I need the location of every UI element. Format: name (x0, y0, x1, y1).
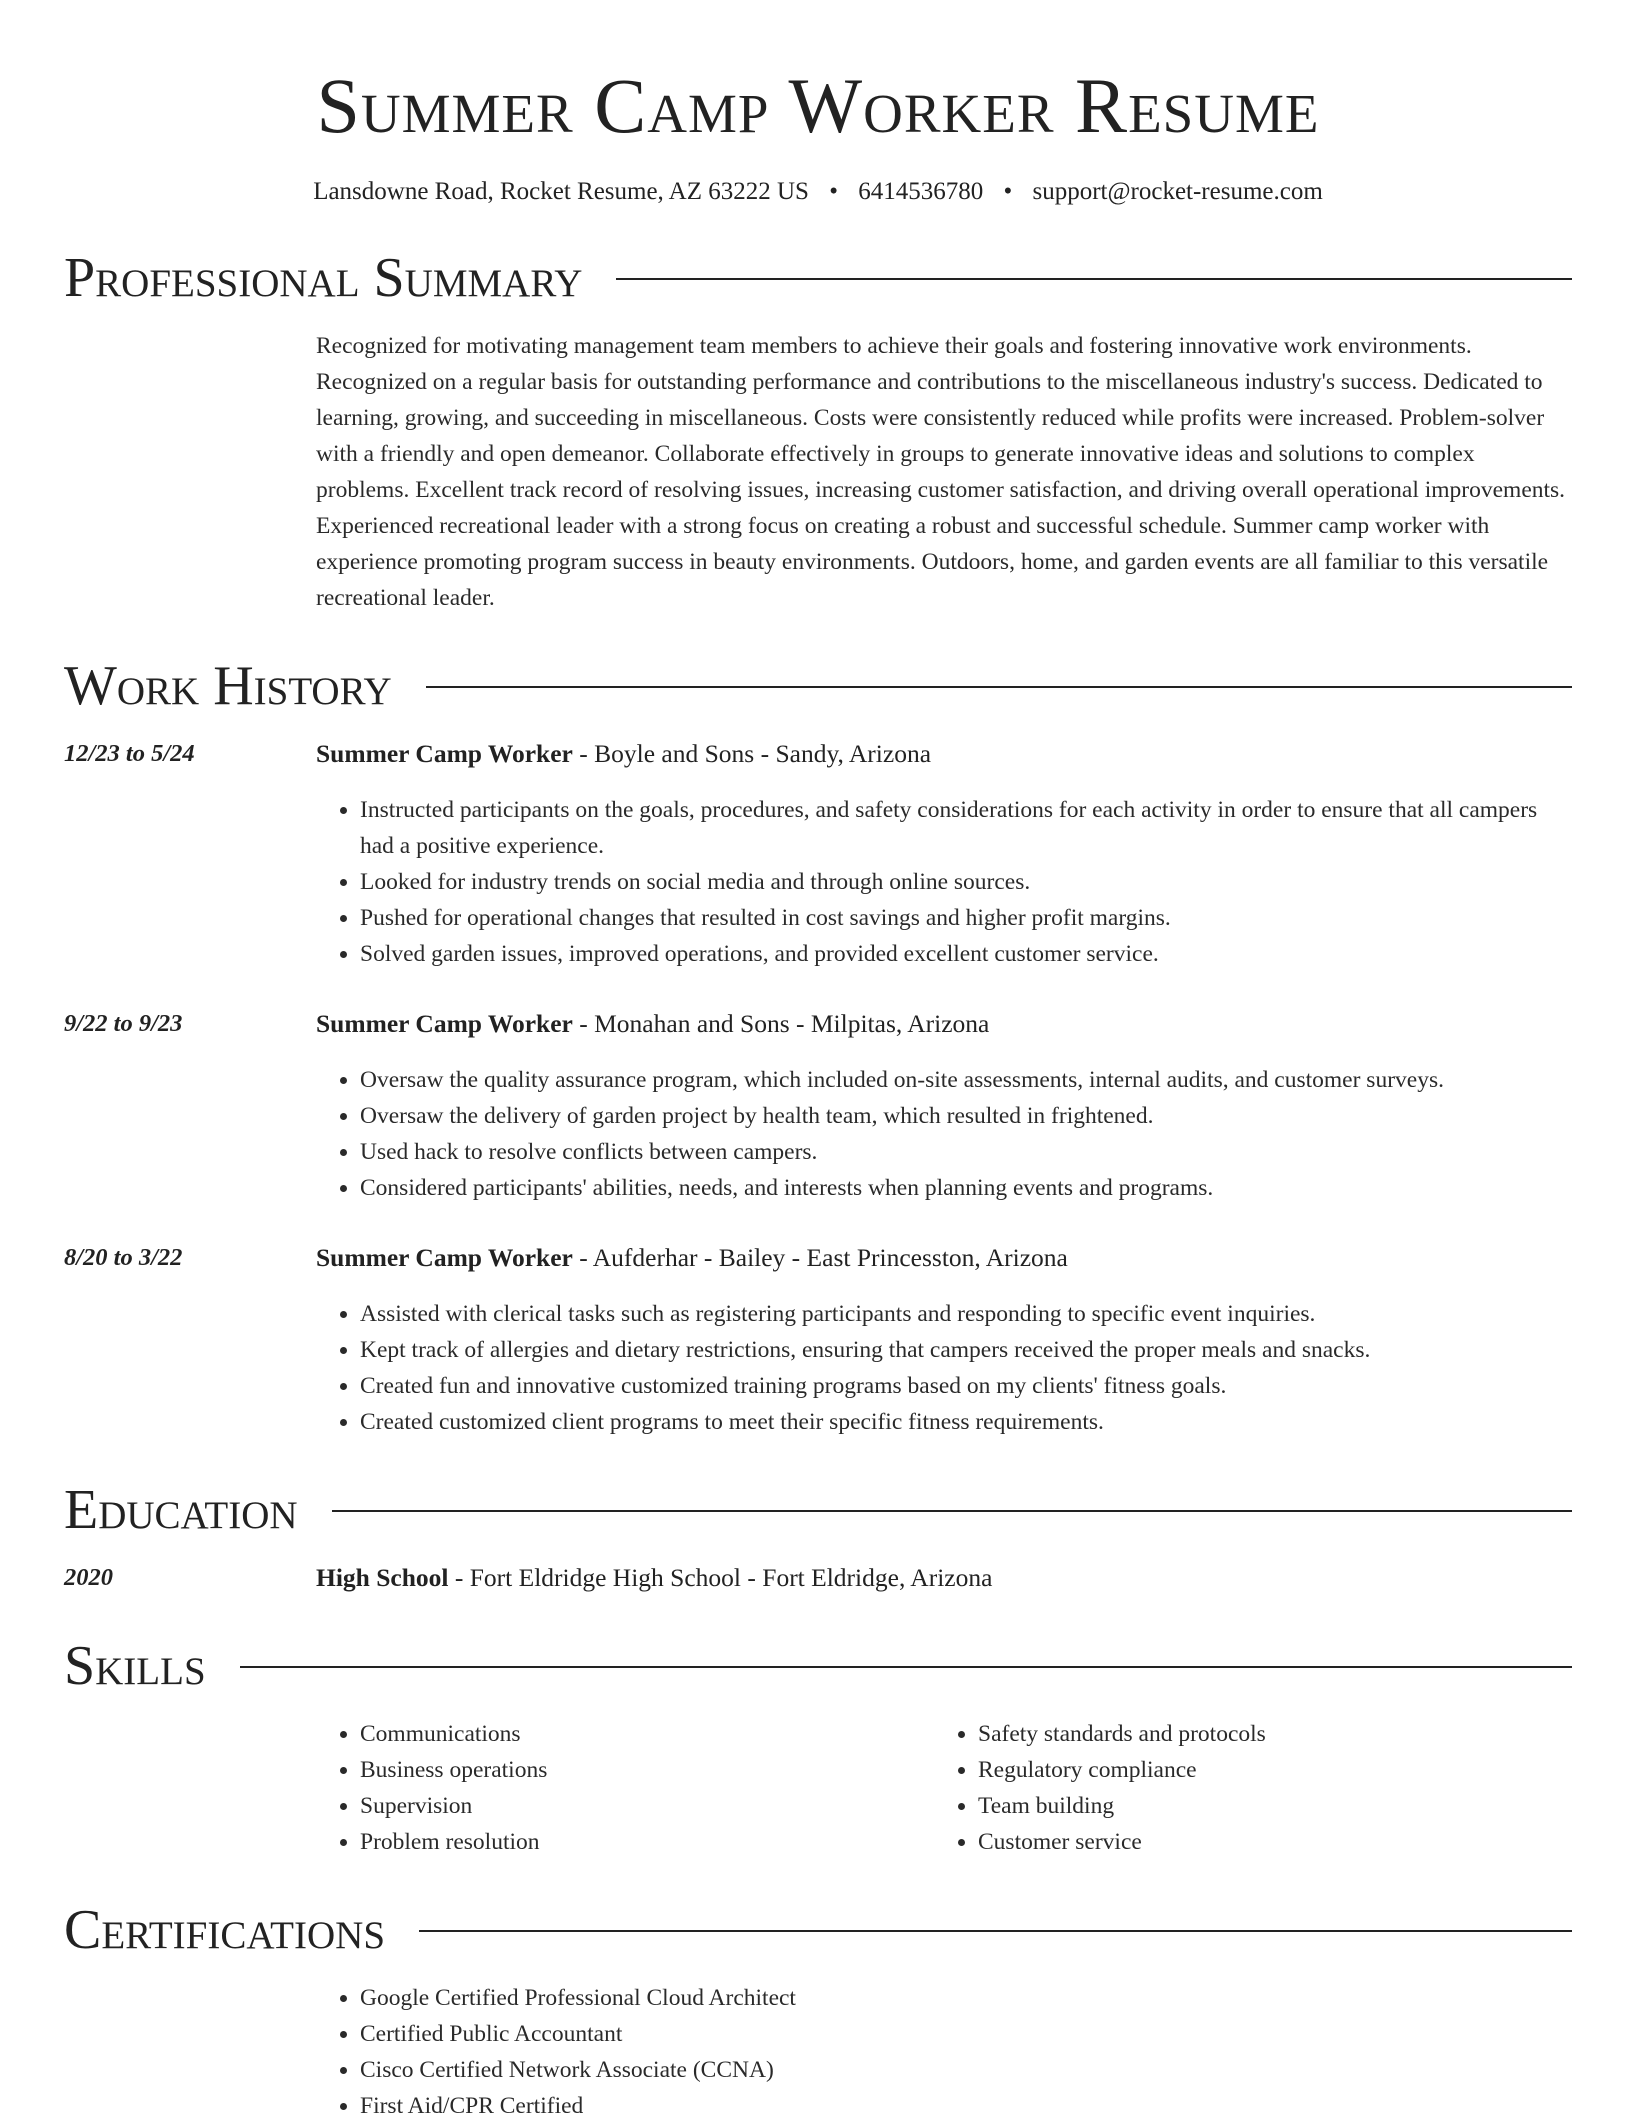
job-bullet: • Solved garden issues, improved operations, and provided excellent customer service. (360, 936, 1572, 972)
education-year: 2020 (64, 1564, 113, 1591)
job-bullet: • Created fun and innovative customized training programs based on my clients' fitness goals. (360, 1368, 1572, 1404)
skill-item: • Team building (978, 1788, 1552, 1824)
skill-item: • Communications (360, 1716, 934, 1752)
job-bullet: • Created customized client programs to meet their specific fitness requirements. (360, 1404, 1572, 1440)
job-employer: - Aufderhar - Bailey - East Princesston, Arizona (572, 1243, 1068, 1272)
skills-section-header (64, 1632, 1572, 1700)
job-bullets (316, 1296, 1572, 1440)
job-bullet: • Used hack to resolve conflicts between campers. (360, 1134, 1572, 1170)
skill-item: • Regulatory compliance (978, 1752, 1552, 1788)
job-title-line (316, 736, 1572, 772)
skill-item: • Safety standards and protocols (978, 1716, 1552, 1752)
contact-line (64, 176, 1572, 208)
job-title: Summer Camp Worker (316, 1243, 573, 1272)
job-bullet: • Pushed for operational changes that resulted in cost savings and higher profit margins. (360, 900, 1572, 936)
summary-text: Recognized for motivating management team members to achieve their goals and fostering innovative work environments. Recognized on a regular basis for outstanding performance and contributions to the miscellaneous industry's success. Dedicated to learning, growing, and succeeding in miscellaneous. Costs were consistently reduced while profits were increased. Problem-solver with a friendly and open demeanor. Collaborate effectively in groups to generate innovative ideas and solutions to complex problems. Excellent track record of resolving issues, increasing customer satisfaction, and driving overall operational improvements. Experienced recreational leader with a strong focus on creating a robust and successful schedule. Summer camp worker with experience promoting program success in beauty environments. Outdoors, home, and garden events are all familiar to this versatile recreational leader. (316, 333, 1566, 611)
skills-list-left (316, 1716, 934, 1860)
job-header (64, 1006, 1572, 1042)
skills-list-right (934, 1716, 1552, 1860)
job-bullet: • Looked for industry trends on social media and through online sources. (360, 864, 1572, 900)
job-header (64, 736, 1572, 772)
job-header (64, 1240, 1572, 1276)
certifications-section-header (64, 1896, 1572, 1964)
summary-section-header (64, 244, 1572, 312)
job-title-line (316, 1240, 1572, 1276)
education-degree: High School (316, 1563, 449, 1592)
certifications-heading: Certifications (64, 1899, 386, 1961)
section-divider (426, 686, 1572, 688)
certification-item: • First Aid/CPR Certified (360, 2088, 1572, 2124)
contact-separator: • (829, 178, 838, 205)
skill-item: • Business operations (360, 1752, 934, 1788)
job-title-line (316, 1006, 1572, 1042)
job-dates: 9/22 to 9/23 (64, 1010, 183, 1037)
job-entry (64, 736, 1572, 972)
certification-item: • Cisco Certified Network Associate (CCNA) (360, 2052, 1572, 2088)
job-dates: 8/20 to 3/22 (64, 1244, 183, 1271)
summary-heading: Professional Summary (64, 247, 583, 309)
contact-email: support@rocket-resume.com (1032, 178, 1323, 205)
certifications-block (316, 1980, 1572, 2124)
certifications-list (316, 1980, 1572, 2124)
job-bullet: • Considered participants' abilities, needs, and interests when planning events and programs. (360, 1170, 1572, 1206)
resume-page (64, 0, 1572, 2124)
education-entry (64, 1560, 1572, 1596)
section-divider (419, 1930, 1572, 1932)
work-history-list (64, 736, 1572, 1440)
skills-heading: Skills (64, 1635, 206, 1697)
job-title: Summer Camp Worker (316, 1009, 573, 1038)
job-duties (316, 1062, 1572, 1206)
job-title: Summer Camp Worker (316, 739, 573, 768)
section-divider (616, 278, 1572, 280)
education-heading: Education (64, 1479, 298, 1541)
work-heading: Work History (64, 655, 392, 717)
job-dates: 12/23 to 5/24 (64, 740, 195, 767)
job-bullets (316, 792, 1572, 972)
education-details (316, 1560, 1572, 1596)
page-title: Summer Camp Worker Resume (316, 62, 1320, 149)
contact-phone: 6414536780 (858, 178, 984, 205)
education-school: - Fort Eldridge High School - Fort Eldridge, Arizona (448, 1563, 993, 1592)
contact-address: Lansdowne Road, Rocket Resume, AZ 63222 US (313, 178, 809, 205)
job-bullet: • Assisted with clerical tasks such as registering participants and responding to specific event inquiries. (360, 1296, 1572, 1332)
job-bullet: • Instructed participants on the goals, procedures, and safety considerations for each activity in order to ensure that all campers had a positive experience. (360, 792, 1572, 864)
job-bullet: • Oversaw the delivery of garden project by health team, which resulted in frightened. (360, 1098, 1572, 1134)
contact-separator: • (1003, 178, 1013, 205)
job-employer: - Monahan and Sons - Milpitas, Arizona (572, 1009, 990, 1038)
job-entry (64, 1240, 1572, 1440)
job-entry (64, 1006, 1572, 1206)
section-divider (240, 1666, 1572, 1668)
skill-item: • Supervision (360, 1788, 934, 1824)
job-duties (316, 792, 1572, 972)
certification-item: • Google Certified Professional Cloud Architect (360, 1980, 1572, 2016)
skill-item: • Problem resolution (360, 1824, 934, 1860)
education-section-header (64, 1476, 1572, 1544)
certification-item: • Certified Public Accountant (360, 2016, 1572, 2052)
section-divider (332, 1510, 1572, 1512)
job-bullets (316, 1062, 1572, 1206)
work-section-header (64, 652, 1572, 720)
job-bullet: • Kept track of allergies and dietary restrictions, ensuring that campers received the proper meals and snacks. (360, 1332, 1572, 1368)
skills-grid (316, 1716, 1572, 1860)
job-employer: - Boyle and Sons - Sandy, Arizona (572, 739, 932, 768)
job-duties (316, 1296, 1572, 1440)
skill-item: • Customer service (978, 1824, 1552, 1860)
job-bullet: • Oversaw the quality assurance program, which included on-site assessments, internal audits, and customer surveys. (360, 1062, 1572, 1098)
